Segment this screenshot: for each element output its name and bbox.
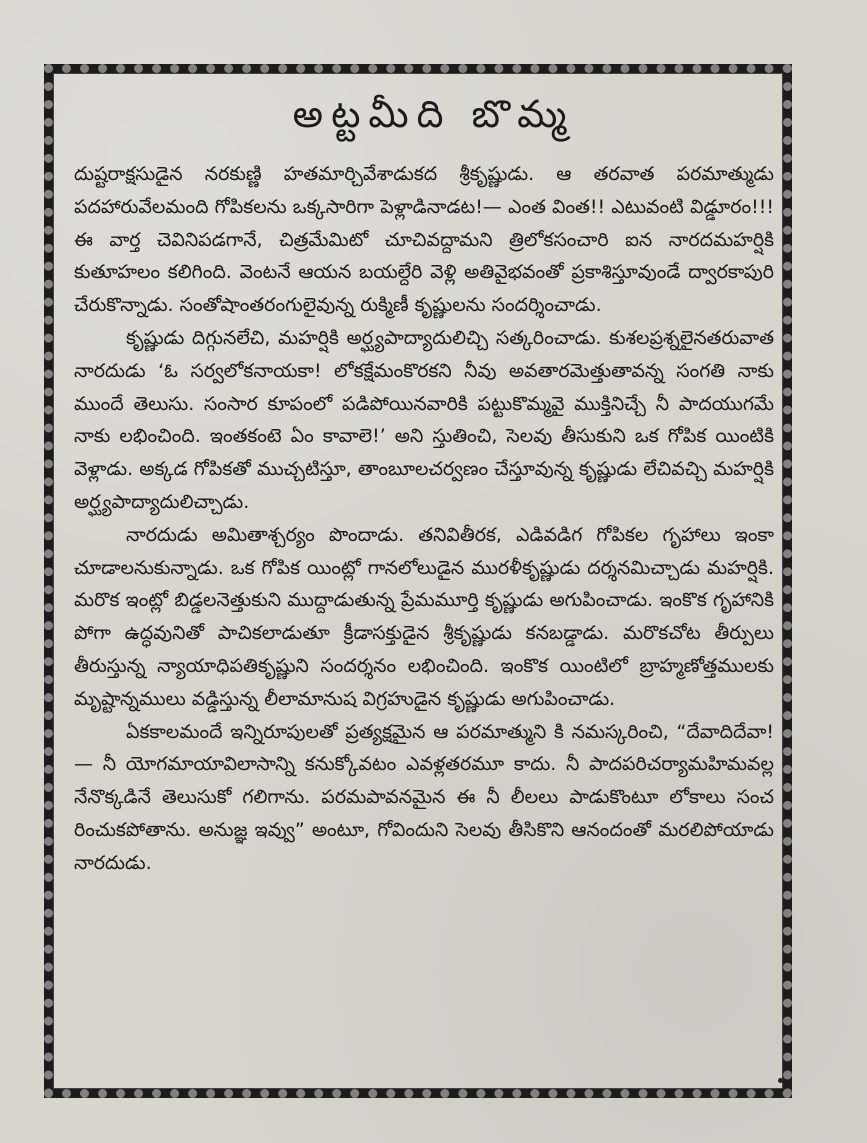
ink-speck (778, 1078, 783, 1083)
story-text (74, 158, 774, 880)
paragraph-4: ఏకకాలమందే ఇన్నిరూపులతో ప్రత్యక్షమైన ఆ పరమాత్ముని కి నమస్కరించి, “దేవాదిదేవా!— నీ యోగమాయావిలాసాన్ని కనుక్కోవటం ఎవళ్లతరమూ కాదు. నీ పాదపరిచర్యామహిమవల్ల నేనొక్కడినే తెలుసుకో గలిగాను. పరమపావనమైన ఈ నీ లీలలు పాడుకొంటూ లోకాలు సంచ రించుకపోతాను. అనుజ్ఞ ఇవ్వు” అంటూ, గోవిందుని సెలవు తీసికొని ఆనందంతో మరలిపోయాడు నారదుడు. (74, 720, 774, 874)
paragraph-2: కృష్ణుడు దిగ్గునలేచి, మహర్షికి అర్ఘ్యపాద్యాదులిచ్చి సత్కరించాడు. కుశలప్రశ్నలైనతరువాత నారదుడు ‘ఓ సర్వలోకనాయకా! లోకక్షేమంకొరకని నీవు అవతారమెత్తుతావన్న సంగతి నాకు ముందే తెలుసు. సంసార కూపంలో పడిపోయినవారికి పట్టుకొమ్మవై ముక్తినిచ్చే నీ పాదయుగమే నాకు లభించింది. ఇంతకంటె ఏం కావాలె!’ అని స్తుతించి, సెలవు తీసుకుని ఒక గోపిక యింటికి వెళ్లాడు. అక్కడ గోపికతో ముచ్చటిస్తూ, తాంబూలచర్వణం చేస్తూవున్న కృష్ణుడు లేచివచ్చి మహర్షికి అర్ఘ్యపాద్యాదులిచ్చాడు. (74, 326, 774, 513)
paragraph-3: నారదుడు అమితాశ్చర్యం పొందాడు. తనివితీరక, ఎడివడిగ గోపికల గృహాలు ఇంకా చూడాలనుకున్నాడు. ఒక గోపిక యింట్లో గానలోలుడైన మురళీకృష్ణుడు దర్శనమిచ్చాడు మహర్షికి. మరొక ఇంట్లో బిడ్డలనెత్తుకుని ముద్దాడుతున్న ప్రేమమూర్తి కృష్ణుడు అగుపించాడు. ఇంకొక గృహానికి పోగా ఉద్ధవునితో పాచికలాడుతూ క్రీడాసక్తుడైన శ్రీకృష్ణుడు కనబడ్డాడు. మరొకచోట తీర్పులు తీరుస్తున్న న్యాయాధిపతికృష్ణుని సందర్శనం లభించింది. ఇంకొక యింటిలో బ్రాహ్మణోత్తములకు మృష్టాన్నములు వడ్డిస్తున్న లీలామానుష విగ్రహుడైన కృష్ణుడు అగుపించాడు. (74, 523, 774, 710)
paragraph-1: దుష్టరాక్షసుడైన నరకుణ్ణి హతమార్చివేశాడుకద శ్రీకృష్ణుడు. ఆ తరవాత పరమాత్ముడు పదహారువేలమంది గోపికలను ఒక్కసారిగా పెళ్లాడినాడట!— ఎంత వింత!! ఎటువంటి విడ్డూరం!!! ఈ వార్త చెవినిపడగానే, చిత్రమేమిటో చూచివద్దామని త్రిలోకసంచారి ఐన నారదమహర్షికి కుతూహలం కలిగింది. వెంటనే ఆయన బయల్దేరి వెళ్లి అతివైభవంతో ప్రకాశిస్తూవుండే ద్వారకాపురి చేరుకొన్నాడు. సంతోషాంతరంగులైవున్న రుక్మిణీ కృష్ణులను సందర్శించాడు. (74, 163, 774, 317)
page-title: అట్టమీది బొమ్మ (292, 92, 575, 136)
